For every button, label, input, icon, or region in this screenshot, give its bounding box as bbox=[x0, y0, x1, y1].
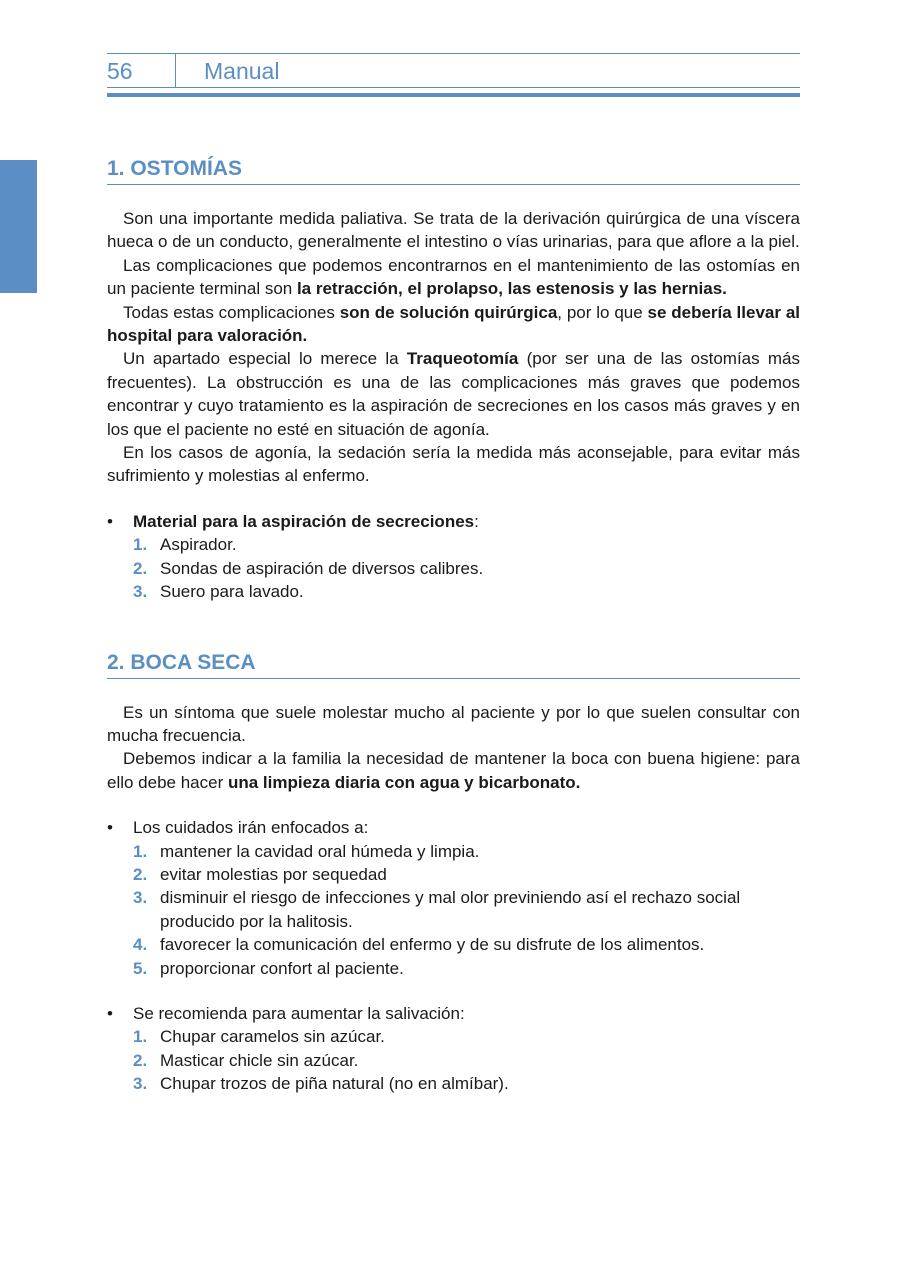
paragraph: Es un síntoma que suele molestar mucho al paciente y por lo que suelen consultar con mucha frecuencia. bbox=[107, 702, 800, 745]
header-rule bbox=[107, 93, 800, 97]
paragraph: Las complicaciones que podemos encontrarnos en el mantenimiento de las ostomías en un paciente terminal son la retracción, el prolapso, las estenosis y las hernias. bbox=[107, 255, 800, 299]
list-item: 4. favorecer la comunicación del enfermo y de su disfrute de los alimentos. bbox=[133, 935, 705, 955]
list-item: 1. Chupar caramelos sin azúcar. bbox=[133, 1027, 385, 1047]
numbered-list bbox=[107, 840, 800, 980]
page-header bbox=[107, 53, 800, 88]
list-item: 2. evitar molestias por sequedad bbox=[133, 864, 387, 884]
list-item: 1. mantener la cavidad oral húmeda y limpia. bbox=[133, 841, 480, 861]
numbered-list bbox=[107, 1025, 800, 1095]
list-item: 3. disminuir el riesgo de infecciones y mal olor previniendo así el rechazo social producido por la halitosis. bbox=[133, 888, 741, 931]
page-content bbox=[107, 156, 800, 1096]
paragraph: Son una importante medida paliativa. Se trata de la derivación quirúrgica de una víscera hueca o de un conducto, generalmente el intestino o vías urinarias, para que aflore a la piel. bbox=[107, 209, 800, 252]
list-item: 2. Sondas de aspiración de diversos calibres. bbox=[133, 558, 484, 578]
header-divider bbox=[175, 54, 176, 87]
list-item: 3. Suero para lavado. bbox=[133, 582, 304, 602]
bullet-item: • Material para la aspiración de secreciones: bbox=[107, 510, 800, 533]
bullet-item: • Se recomienda para aumentar la salivación: bbox=[107, 1002, 800, 1025]
side-tab-marker bbox=[0, 160, 37, 293]
section-heading-boca-seca: 2. BOCA SECA bbox=[107, 650, 800, 679]
list-item: 1. Aspirador. bbox=[133, 535, 237, 555]
page-number: 56 bbox=[107, 58, 133, 84]
list-item: 5. proporcionar confort al paciente. bbox=[133, 958, 404, 978]
bullet-item: • Los cuidados irán enfocados a: bbox=[107, 816, 800, 839]
list-item: 3. Chupar trozos de piña natural (no en almíbar). bbox=[133, 1074, 509, 1094]
header-title: Manual bbox=[204, 58, 280, 84]
list-item: 2. Masticar chicle sin azúcar. bbox=[133, 1050, 359, 1070]
section-heading-ostomias: 1. OSTOMÍAS bbox=[107, 156, 800, 185]
bullet-dot: • bbox=[107, 818, 113, 838]
paragraph: Todas estas complicaciones son de solución quirúrgica, por lo que se debería llevar al hospital para valoración. bbox=[107, 302, 800, 346]
bullet-dot: • bbox=[107, 511, 113, 531]
paragraph: Debemos indicar a la familia la necesidad de mantener la boca con buena higiene: para ello debe hacer una limpieza diaria con agua y bicarbonato. bbox=[107, 749, 800, 792]
paragraph: En los casos de agonía, la sedación sería la medida más aconsejable, para evitar más sufrimiento y molestias al enfermo. bbox=[107, 443, 800, 486]
numbered-list bbox=[107, 533, 800, 603]
bullet-dot: • bbox=[107, 1003, 113, 1023]
paragraph: Un apartado especial lo merece la Traqueotomía (por ser una de las ostomías más frecuentes). La obstrucción es una de las complicaciones más graves que podemos encontrar y cuyo tratamiento es la aspiración de secreciones en los casos más graves y en los que el paciente no esté en situación de agonía. bbox=[107, 349, 800, 439]
